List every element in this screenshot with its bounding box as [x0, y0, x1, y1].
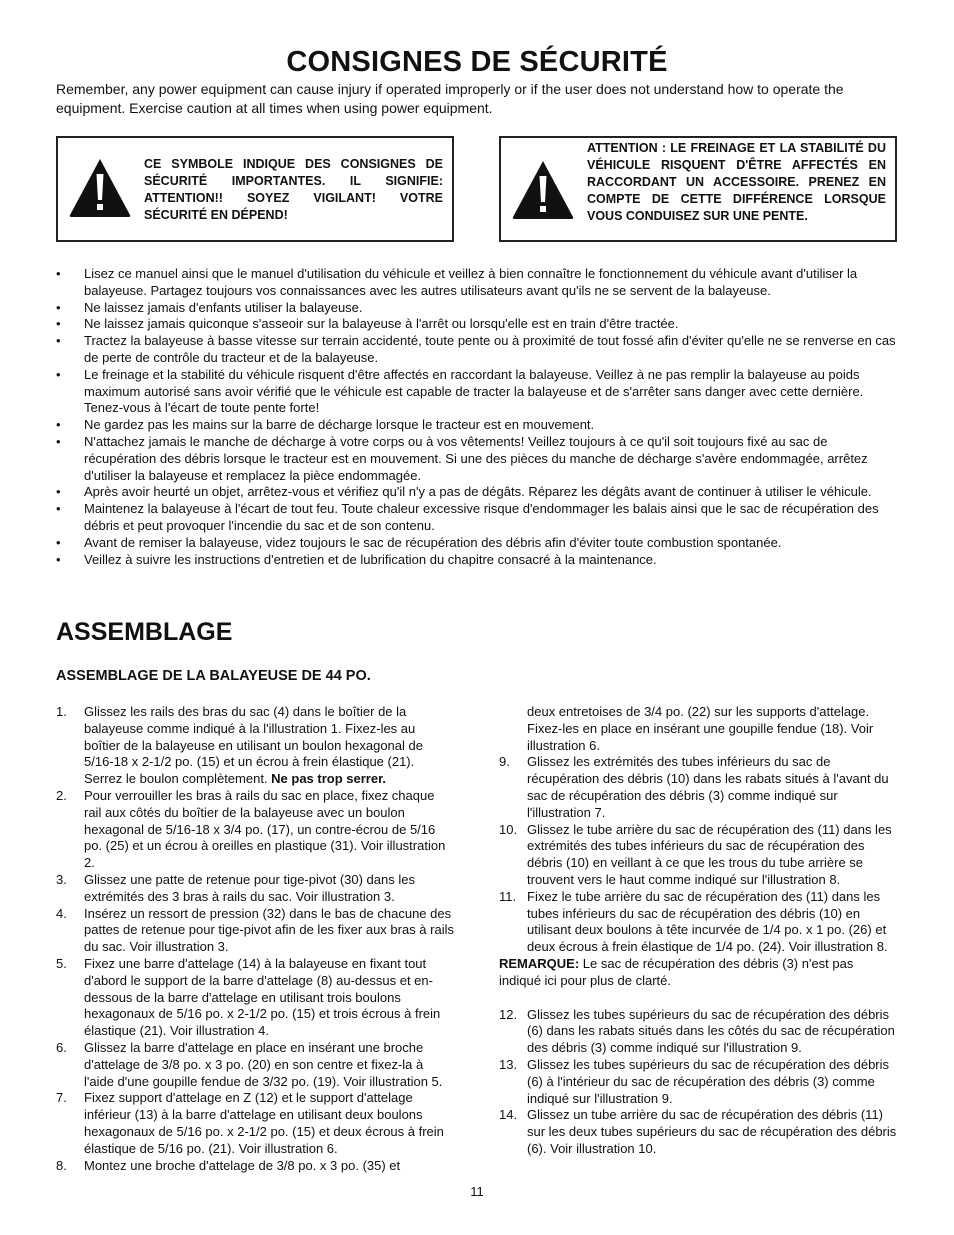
assembly-step: [56, 956, 454, 1040]
step-number: 7.: [56, 1090, 67, 1106]
list-item: • Le freinage et la stabilité du véhicule risquent d'être affectés en raccordant la balayeuse. Veillez à ne pas remplir la balayeuse au poids maximum autorisé sans avoir vérifié que le véhicule est capable de tracter la balayeuse et de s'arrêter sans danger avec cette dernière. Tenez-vous à l'écart de toute pente forte!: [56, 367, 896, 417]
assembly-step: [499, 1007, 897, 1057]
step-text: Pour verrouiller les bras à rails du sac en place, fixez chaque rail aux côtés du boîtier de la balayeuse avec un boulon hexagonal de 5/16-18 x 3/4 po. (17), un contre-écrou de 5/16 po. (25) et un écrou à oreilles en plastique (31). Voir illustration 2.: [84, 787, 446, 871]
step-number: 4.: [56, 905, 67, 921]
list-item: • Tractez la balayeuse à basse vitesse sur terrain accidenté, toute pente ou à proximité de tout fossé afin d'éviter qu'elle ne se renverse en cas de perte de contrôle du tracteur et de la balayeuse.: [56, 333, 896, 367]
step-number: 5.: [56, 955, 67, 971]
step-number: 1.: [56, 704, 67, 719]
warning-text: CE SYMBOLE INDIQUE DES CONSIGNES DE SÉCURITÉ IMPORTANTES. IL SIGNIFIE: ATTENTION!! SOYEZ VIGILANT! VOTRE SÉCURITÉ EN DÉPEND!: [144, 157, 443, 222]
assembly-step: [56, 906, 454, 956]
intro-paragraph: Remember, any power equipment can cause injury if operated improperly or if the user does not understand how to operate the equipment. Exercise caution at all times when using power equipment.: [56, 81, 844, 116]
step-number: 9.: [499, 754, 510, 770]
step-text: Glissez un tube arrière du sac de récupération des débris (11) sur les deux tubes supérieurs du sac de récupération des débris (6). Voir illustration 10.: [527, 1107, 897, 1156]
step-text: Fixez le tube arrière du sac de récupération des (11) dans les tubes inférieurs du sac de récupération des débris (10) en utilisant deux boulons à tête incurvée de 1/4 po. x 1 po. (26) et deux écrous à frein élastique de 1/4 po. (24). Voir illustration 8.: [527, 888, 888, 955]
step-text: Glissez les tubes supérieurs du sac de récupération des débris (6) à l'intérieur du sac de récupération des débris (3) comme indiqué sur l'illustration 9.: [527, 1056, 890, 1106]
step-number: 2.: [56, 787, 67, 803]
safety-bullet-list: [56, 266, 896, 568]
page-number: 11: [470, 1184, 484, 1199]
list-item: • Maintenez la balayeuse à l'écart de tout feu. Toute chaleur excessive risque d'endommager les balais ainsi que le sac de récupération des débris et peut provoquer l'incendie du sac et de son contenu.: [56, 501, 896, 535]
step-text: Glissez les tubes supérieurs du sac de récupération des débris (6) dans les rabats situés dans les côtés du sac de récupération des débris (3) comme indiqué sur l'illustration 9.: [527, 1006, 895, 1056]
assembly-step: [499, 889, 897, 956]
step-text: deux entretoises de 3/4 po. (22) sur les supports d'attelage. Fixez-les en place en insérant une goupille fendue (18). Voir illustration 6.: [527, 704, 874, 753]
assembly-step: [56, 1040, 454, 1090]
remark-note: [499, 956, 897, 990]
remark-label: REMARQUE:: [499, 955, 580, 971]
warning-box-right: [499, 136, 897, 242]
step-text: Glissez le tube arrière du sac de récupération des (11) dans les extrémités des tubes inférieurs du sac de récupération des débris (10) en veillant à ce que les trous du tube arrière se trouvent vers le haut comme indiqué sur l'illustration 8.: [527, 821, 892, 887]
step-number: 11.: [499, 888, 517, 904]
assembly-step: [499, 1057, 897, 1107]
steps-right-column: [499, 704, 897, 1158]
step-text: Fixez support d'attelage en Z (12) et le support d'attelage inférieur (13) à la barre d'attelage en utilisant deux boulons hexagonaux de 5/16 po. x 2-1/2 po. (15) et deux écrous à frein élastique de 5/16 po. (21). Voir illustration 6.: [84, 1090, 444, 1156]
step-number: 14.: [499, 1107, 518, 1123]
warning-box-left: [56, 136, 454, 242]
step-number: 13.: [499, 1056, 518, 1072]
assembly-step: [56, 1158, 454, 1175]
assembly-step: [499, 1107, 897, 1157]
warning-triangle-icon: [511, 158, 575, 222]
step-number: 8.: [56, 1157, 67, 1173]
assembly-step: [56, 872, 454, 906]
subsection-heading: ASSEMBLAGE DE LA BALAYEUSE DE 44 PO.: [56, 668, 371, 684]
step-text: Montez une broche d'attelage de 3/8 po. x 3 po. (35) et: [84, 1157, 401, 1173]
step-number: 12.: [499, 1006, 518, 1022]
assembly-step-continued: [499, 704, 897, 754]
list-item: • Ne laissez jamais d'enfants utiliser la balayeuse.: [56, 300, 896, 317]
step-number: 10.: [499, 821, 518, 837]
assembly-step: [56, 1090, 454, 1157]
assembly-step: [56, 704, 454, 788]
list-item: • Après avoir heurté un objet, arrêtez-vous et vérifiez qu'il n'y a pas de dégâts. Réparez les dégâts avant de continuer à utiliser le véhicule.: [56, 484, 896, 501]
step-number: 6.: [56, 1039, 67, 1055]
steps-left-column: [56, 704, 454, 1174]
assembly-step: [56, 788, 454, 872]
step-text: Insérez un ressort de pression (32) dans le bas de chacune des pattes de retenue pour tige-pivot afin de les fixer aux bras à rails du sac. Voir illustration 3.: [84, 905, 454, 955]
list-item: • Veillez à suivre les instructions d'entretien et de lubrification du chapitre consacré à la maintenance.: [56, 552, 896, 569]
step-text: Glissez la barre d'attelage en place en insérant une broche d'attelage de 3/8 po. x 3 po. (20) en son centre et fixez-la à l'aide d'une goupille fendue de 3/32 po. (19). Voir illustration 5.: [84, 1039, 443, 1089]
assembly-step: [499, 754, 897, 821]
warning-text: ATTENTION : LE FREINAGE ET LA STABILITÉ DU VÉHICULE RISQUENT D'ÊTRE AFFECTÉS EN RACCORDANT UN ACCESSOIRE. PRENEZ EN COMPTE DE CETTE DIFFÉRENCE LORSQUE VOUS CONDUISEZ SUR UNE PENTE.: [587, 141, 886, 223]
step-text: Glissez une patte de retenue pour tige-pivot (30) dans les extrémités des 3 bras à rails du sac. Voir illustration 3.: [84, 871, 415, 904]
spacer: [499, 990, 897, 1007]
list-item: • Avant de remiser la balayeuse, videz toujours le sac de récupération des débris afin d'éviter toute combustion spontanée.: [56, 535, 896, 552]
page-title: CONSIGNES DE SÉCURITÉ: [286, 46, 668, 78]
warning-triangle-icon: [68, 156, 132, 220]
remark-text: Le sac de récupération des débris (3) n'est pas indiqué ici pour plus de clarté.: [499, 955, 854, 988]
assembly-step: [499, 822, 897, 889]
section-heading: ASSEMBLAGE: [56, 618, 233, 646]
list-item: • Ne gardez pas les mains sur la barre de décharge lorsque le tracteur est en mouvement.: [56, 417, 896, 434]
list-item: • N'attachez jamais le manche de décharge à votre corps ou à vos vêtements! Veillez toujours à ce qu'il soit toujours fixé au sac de récupération des débris lorsque le tracteur est en mouvement. Si une des pièces du manche de décharge s'avère endommagée, arrêtez d'utiliser la balayeuse et remplacez la pièce endommagée.: [56, 434, 896, 484]
list-item: • Lisez ce manuel ainsi que le manuel d'utilisation du véhicule et veillez à bien connaître le fonctionnement du véhicule avant d'utiliser la balayeuse. Partagez toujours vos connaissances avec les autres utilisateurs avant qu'ils ne se servent de la balayeuse.: [56, 266, 896, 300]
step-number: 3.: [56, 871, 67, 887]
step-text: Glissez les rails des bras du sac (4) dans le boîtier de la balayeuse comme indiqué à la l'illustration 1. Fixez-les au boîtier de la balayeuse en utilisant un boulon hexagonal de 5/16-18 x 2-1/2 po. (15) et un écrou à frein élastique (21). Serrez le boulon complètement.: [84, 704, 423, 787]
step-emphasis: Ne pas trop serrer.: [271, 771, 387, 787]
step-text: Glissez les extrémités des tubes inférieurs du sac de récupération des débris (10) dans les rabats situés à l'avant du sac de récupération des débris (3) comme indiqué sur l'illustration 7.: [527, 754, 889, 820]
step-text: Fixez une barre d'attelage (14) à la balayeuse en fixant tout d'abord le support de la barre d'attelage (8) au-dessus et en-dessous de la barre d'attelage en utilisant trois boulons hexagonaux de 5/16 po. x 2-1/2 po. (15) et trois écrous à frein élastique (21). Voir illustration 4.: [84, 955, 441, 1039]
list-item: • Ne laissez jamais quiconque s'asseoir sur la balayeuse à l'arrêt ou lorsqu'elle est en train d'être tractée.: [56, 316, 896, 333]
